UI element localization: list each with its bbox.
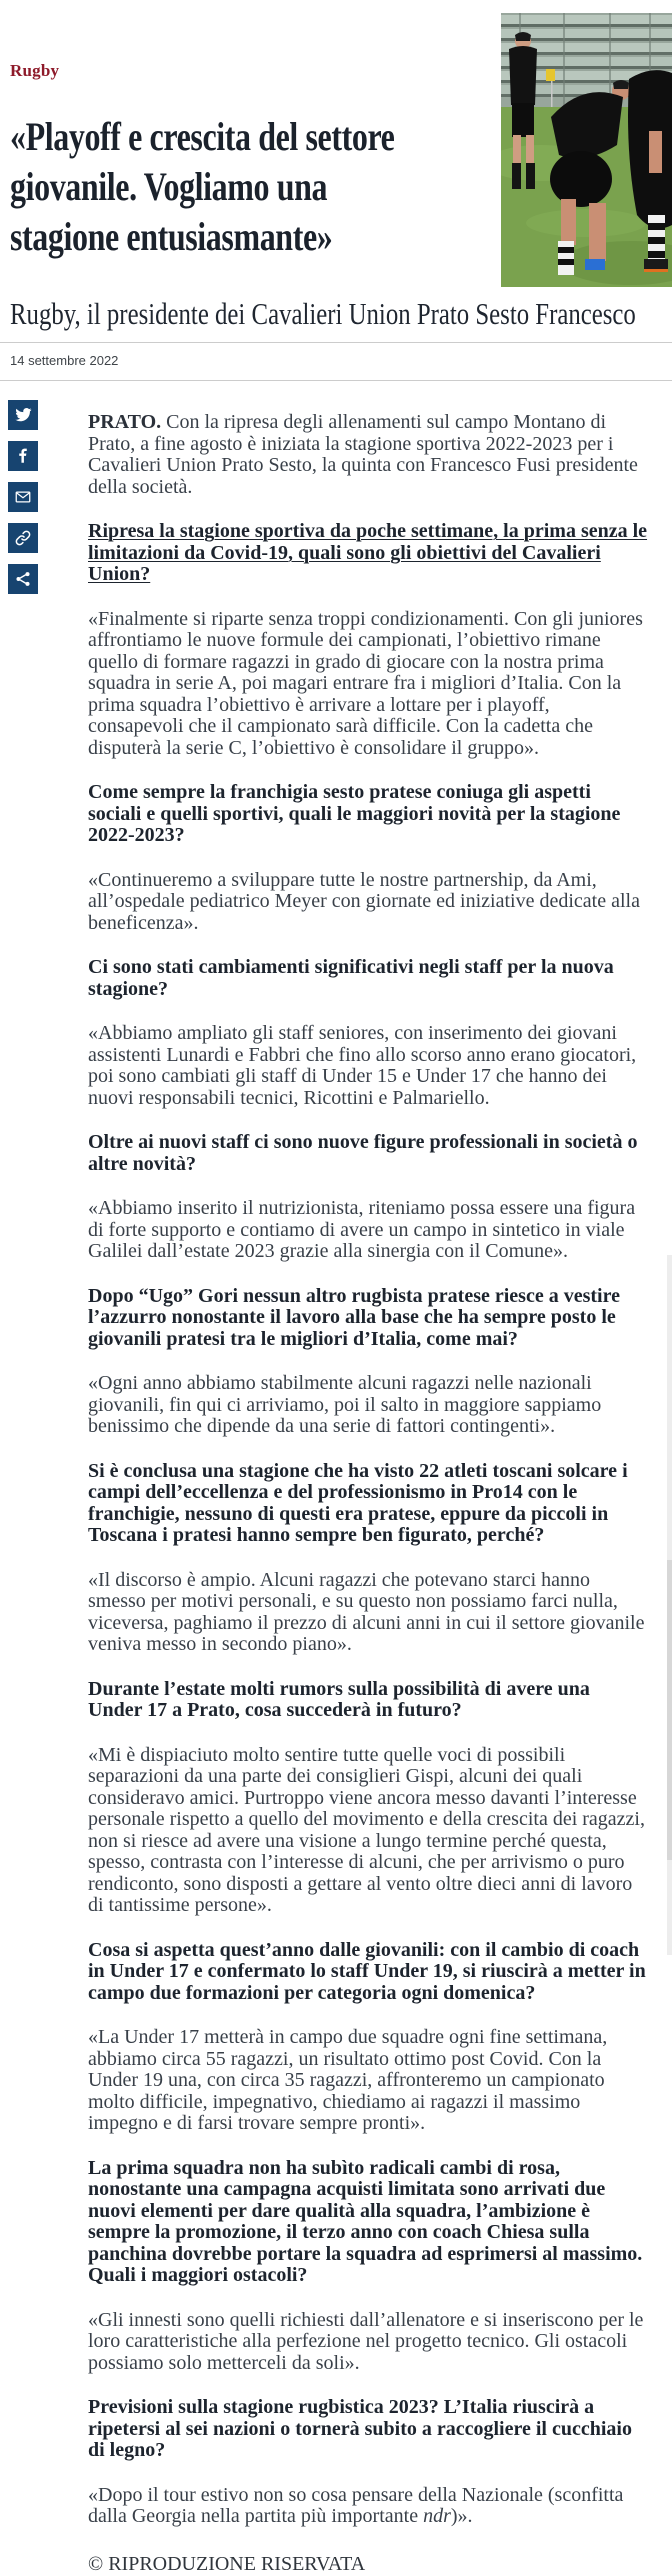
share-more-button[interactable] [8,564,38,594]
answer-paragraph-13: «Il discorso è ampio. Alcuni ragazzi che potevano starci hanno smesso per motivi personali, e su questo non possiamo farci nulla, viceversa, paghiamo il prezzo di alcuni anni in cui il settore giovanile veniva messo in secondo piano». [88,1570,648,1656]
article-headline [10,112,498,262]
divider [0,380,672,381]
paragraph-lead: PRATO. [88,411,161,433]
facebook-icon [14,447,32,465]
headline-line: giovanile. Vogliamo una [10,162,498,212]
editor-note: ndr [423,2505,451,2527]
question-paragraph-10: Dopo “Ugo” Gori nessun altro rugbista pratese riesce a vestire l’azzurro nonostante il lavoro alla base che ha sempre posto le giovanili pratesi tra le migliori d’Italia, come mai? [88,1286,648,1351]
share-facebook-button[interactable] [8,441,38,471]
share-toolbar [8,400,38,594]
answer-paragraph-15: «Mi è dispiaciuto molto sentire tutte quelle voci di possibili separazioni da una parte dei consiglieri Gispi, alcuni dei quali consideravo amici. Purtroppo viene ancora messo davanti l’interesse personale rispetto a quello del movimento e della crescita dei ragazzi, non si riesce ad avere una visione a lungo termine perché questa, spesso, contrasta con l’interesse di alcuni, che per arrivismo o puro rendiconto, sono disposti a gettare al vento oltre dieci anni di lavoro di tantissime persone». [88,1745,648,1917]
answer-paragraph-5: «Continueremo a sviluppare tutte le nostre partnership, da Ami, all’ospedale pediatrico Meyer con giornate ed iniziative dedicate alla beneficenza». [88,870,648,935]
question-paragraph-18: La prima squadra non ha subìto radicali cambi di rosa, nonostante una campagna acquisti limitata sono arrivati due nuovi elementi per dare qualità alla squadra, l’ambizione è sempre la promozione, il terzo anno con coach Chiesa sulla panchina dovrebbe portare la squadra ad esprimersi al massimo. Quali i maggiori ostacoli? [88,2158,648,2287]
copy-link-icon [14,529,32,547]
question-paragraph-4: Come sempre la franchigia sesto pratese coniuga gli aspetti sociali e quelli sportivi, quali le maggiori novità per la stagione 2022-2023? [88,782,648,847]
question-paragraph-14: Durante l’estate molti rumors sulla possibilità di avere una Under 17 a Prato, cosa succederà in futuro? [88,1679,648,1722]
share-icon [14,570,32,588]
article-body [88,412,648,2575]
question-paragraph-8: Oltre ai nuovi staff ci sono nuove figure professionali in società o altre novità? [88,1132,648,1175]
headline-line: stagione entusiasmante» [10,212,498,262]
question-paragraph-20: Previsioni sulla stagione rugbistica 2023? L’Italia riuscirà a ripetersi al sei nazioni o tornerà subito a raccogliere il cucchiaio di legno? [88,2397,648,2462]
email-icon [14,488,32,506]
article-hero-photo [501,13,672,287]
scrollbar-thumb[interactable] [667,1560,672,1860]
headline-line: «Playoff e crescita del settore [10,112,498,162]
share-twitter-button[interactable] [8,400,38,430]
section-kicker[interactable]: Rugby [10,61,59,81]
answer-paragraph-17: «La Under 17 metterà in campo due squadre ogni fine settimana, abbiamo circa 55 ragazzi, un risultato ottimo post Covid. Con la Under 19 una, con circa 35 ragazzi, affronteremo un campionato molto difficile, impegnativo, chiediamo ai ragazzi il massimo impegno e di farsi trovare sempre pronti». [88,2027,648,2135]
answer-paragraph-21: «Dopo il tour estivo non so cosa pensare della Nazionale (sconfitta dalla Georgia nella partita più importante ndr)». [88,2485,648,2528]
copyright-notice: © RIPRODUZIONE RISERVATA [88,2554,648,2575]
answer-paragraph-3: «Finalmente si riparte senza troppi condizionamenti. Con gli juniores affrontiamo le nuove formule dei campionati, l’obiettivo rimane quello di formare ragazzi in grado di giocare con la nostra prima squadra in serie A, poi magari entrare fra i migliori d’Italia. Con la prima squadra l’obiettivo è arrivare a lottare per i playoff, consapevoli che il campionato sarà difficile. Con la cadetta che disputerà la serie C, l’obiettivo è consolidare il gruppo». [88,609,648,760]
divider [0,342,672,343]
answer-paragraph-7: «Abbiamo ampliato gli staff seniores, con inserimento dei giovani assistenti Lunardi e Fabbri che fino allo scorso anno erano giocatori, poi sono cambiati gli staff di Under 15 e Under 17 che hanno dei nuovi responsabili tecnici, Ricottini e Palmariello. [88,1023,648,1109]
question-paragraph-12: Si è conclusa una stagione che ha visto 22 atleti toscani solcare i campi dell’eccellenza e del professionismo in Pro14 con le franchigie, nessuno di questi era pratese, eppure da piccoli in Toscana i pratesi hanno sempre ben figurato, perché? [88,1461,648,1547]
article-subtitle: Rugby, il presidente dei Cavalieri Union Prato Sesto Francesco [10,293,672,335]
intro-paragraph-1: PRATO. Con la ripresa degli allenamenti sul campo Montano di Prato, a fine agosto è iniziata la stagione sportiva 2022-2023 per i Cavalieri Union Prato Sesto, la quinta con Francesco Fusi presidente della società. [88,412,648,498]
twitter-icon [14,406,32,424]
answer-paragraph-19: «Gli innesti sono quelli richiesti dall’allenatore e si inseriscono per le loro caratteristiche alla perfezione nel progetto tecnico. Gli ostacoli possiamo solo metterceli da soli». [88,2310,648,2375]
question-paragraph-2[interactable]: Ripresa la stagione sportiva da poche settimane, la prima senza le limitazioni da Covid-19, quali sono gli obiettivi del Cavalieri Union? [88,521,648,586]
answer-paragraph-9: «Abbiamo inserito il nutrizionista, riteniamo possa essere una figura di forte supporto e contiamo di avere un campo in sintetico in viale Galilei dall’estate 2023 grazie alla sinergia con il Comune». [88,1198,648,1263]
hero-image [501,13,672,287]
publish-date: 14 settembre 2022 [10,353,118,368]
share-email-button[interactable] [8,482,38,512]
question-paragraph-16: Cosa si aspetta quest’anno dalle giovanili: con il cambio di coach in Under 17 e confermato lo staff Under 19, si riuscirà a metter in campo due formazioni per categoria ogni domenica? [88,1940,648,2005]
answer-paragraph-11: «Ogni anno abbiamo stabilmente alcuni ragazzi nelle nazionali giovanili, fin qui ci arriviamo, poi il salto in maggiore sappiamo benissimo che dipende da una serie di fattori contingenti». [88,1373,648,1438]
question-paragraph-6: Ci sono stati cambiamenti significativi negli staff per la nuova stagione? [88,957,648,1000]
copy-link-button[interactable] [8,523,38,553]
